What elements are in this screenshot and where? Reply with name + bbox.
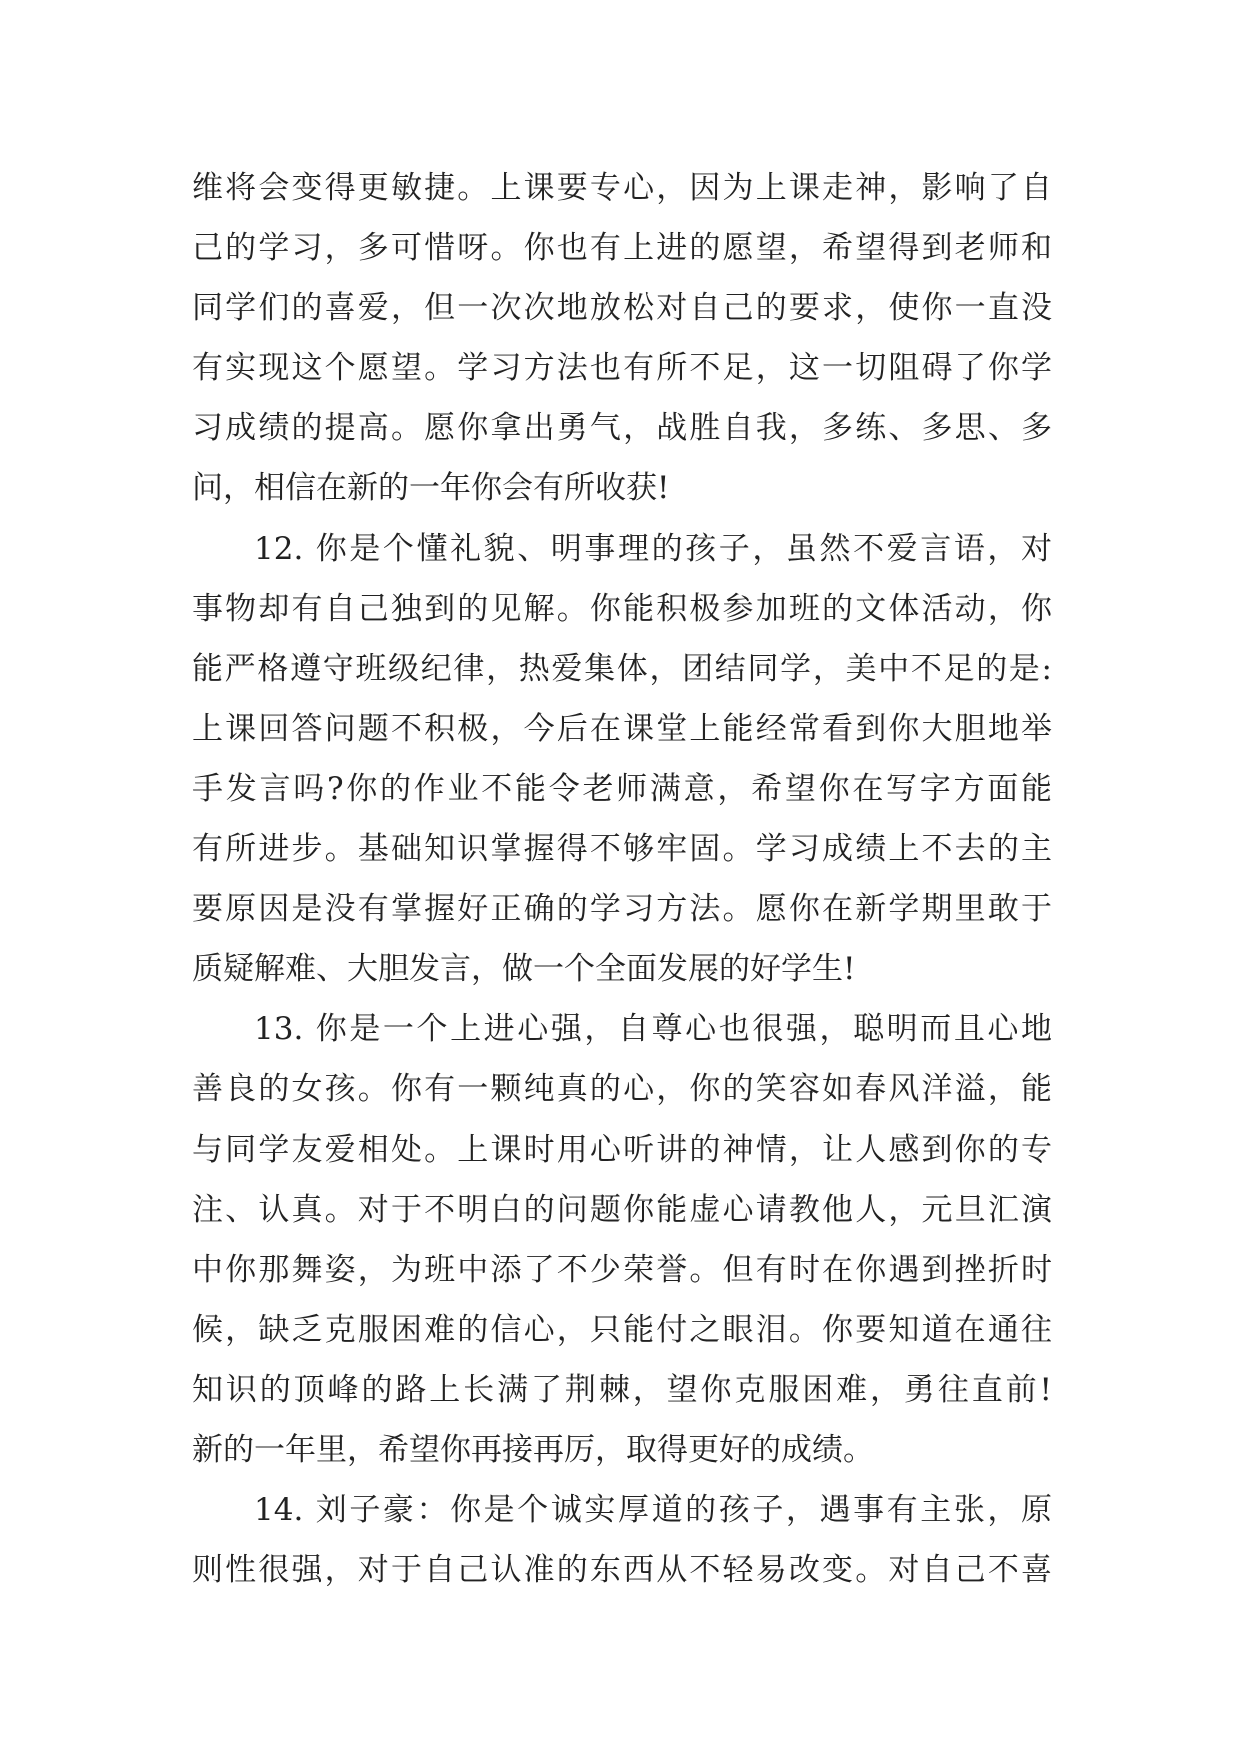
text-line: 要原因是没有掌握好正确的学习方法。愿你在新学期里敢于 [192, 891, 1052, 928]
text-line: 有实现这个愿望。学习方法也有所不足，这一切阻碍了你学 [192, 350, 1052, 387]
text-line: 注、认真。对于不明白的问题你能虚心请教他人，元旦汇演 [192, 1191, 1052, 1228]
text-line: 则性很强，对于自己认准的东西从不轻易改变。对自己不喜 [192, 1552, 1052, 1589]
text-line: 中你那舞姿，为班中添了不少荣誉。但有时在你遇到挫折时 [192, 1251, 1052, 1288]
text-line: 手发言吗?你的作业不能令老师满意，希望你在写字方面能 [192, 770, 1052, 807]
paragraph-first-line: 12. 你是个懂礼貌、明事理的孩子，虽然不爱言语，对 [254, 530, 1052, 567]
text-line: 己的学习，多可惜呀。你也有上进的愿望，希望得到老师和 [192, 230, 1052, 267]
text-line: 与同学友爱相处。上课时用心听讲的神情，让人感到你的专 [192, 1131, 1052, 1168]
paragraph-first-line: 13. 你是一个上进心强，自尊心也很强，聪明而且心地 [254, 1011, 1052, 1048]
text-line: 上课回答问题不积极，今后在课堂上能经常看到你大胆地举 [192, 710, 1052, 747]
text-line: 同学们的喜爱，但一次次地放松对自己的要求，使你一直没 [192, 290, 1052, 327]
text-line: 维将会变得更敏捷。上课要专心，因为上课走神，影响了自 [192, 170, 1052, 206]
text-line: 问，相信在新的一年你会有所收获! [192, 470, 670, 507]
body-text [192, 158, 1052, 1600]
paragraph-first-line: 14. 刘子豪：你是个诚实厚道的孩子，遇事有主张，原 [254, 1492, 1052, 1529]
text-line: 善良的女孩。你有一颗纯真的心，你的笑容如春风洋溢，能 [192, 1071, 1052, 1108]
text-line: 能严格遵守班级纪律，热爱集体，团结同学，美中不足的是: [192, 650, 1052, 687]
text-line: 知识的顶峰的路上长满了荆棘，望你克服困难，勇往直前! [192, 1371, 1052, 1408]
text-line: 习成绩的提高。愿你拿出勇气，战胜自我，多练、多思、多 [192, 410, 1052, 447]
text-line: 事物却有自己独到的见解。你能积极参加班的文体活动，你 [192, 590, 1052, 627]
text-line: 有所进步。基础知识掌握得不够牢固。学习成绩上不去的主 [192, 831, 1052, 868]
text-line: 新的一年里，希望你再接再厉，取得更好的成绩。 [192, 1431, 874, 1468]
text-line: 候，缺乏克服困难的信心，只能付之眼泪。你要知道在通往 [192, 1311, 1052, 1348]
text-line: 质疑解难、大胆发言，做一个全面发展的好学生! [192, 951, 856, 988]
